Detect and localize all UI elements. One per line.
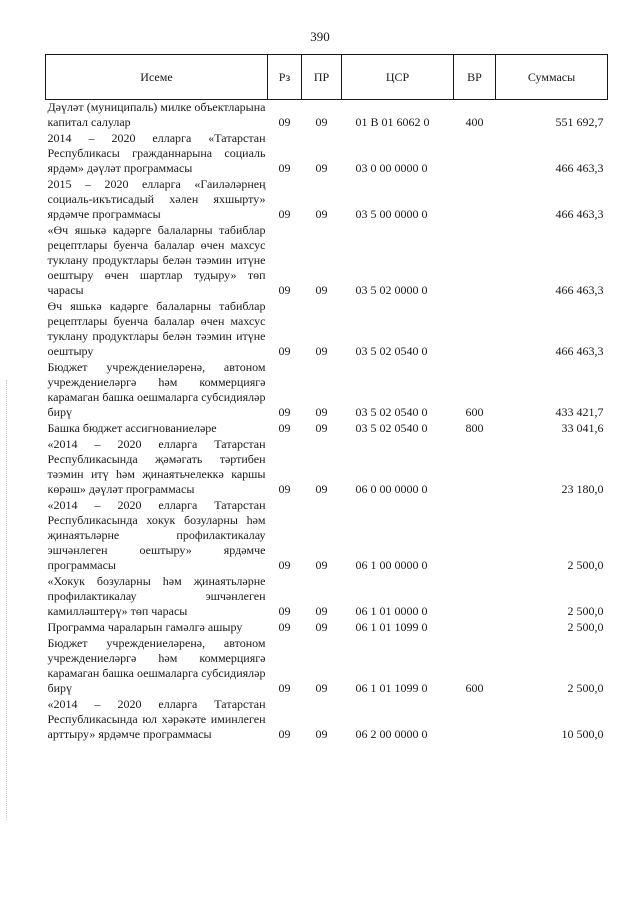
row-csr: 03 5 02 0540 0 (355, 405, 428, 419)
table-row (46, 574, 608, 620)
row-csr: 03 0 00 0000 0 (355, 161, 428, 175)
row-pr: 09 (315, 115, 328, 129)
row-sum: 10 500,0 (561, 727, 604, 741)
row-name: Өч яшькә кадәрге балаларны табиблар рецептлары буенча балалар өчен махсус туклану продуктлары белән тәэмин итүне оештыру (47, 299, 266, 358)
row-name: «Өч яшькә кадәрге балаларны табиблар рецептлары буенча балалар өчен махсус туклану продуктлары белән тәэмин итүне оештыру өчен шартлар тудыру» төп чарасы (47, 223, 266, 297)
table-row (46, 100, 608, 132)
row-rz: 09 (278, 620, 291, 634)
column-header-vr: ВР (454, 55, 496, 100)
row-csr: 06 1 01 0000 0 (355, 604, 428, 618)
row-pr: 09 (315, 482, 328, 496)
row-csr: 06 1 01 1099 0 (355, 620, 428, 634)
row-rz: 09 (278, 115, 291, 129)
row-rz: 09 (278, 405, 291, 419)
table-row (46, 697, 608, 743)
table-row (46, 498, 608, 574)
row-csr: 03 5 02 0540 0 (355, 421, 428, 435)
row-csr: 06 2 00 0000 0 (355, 727, 428, 741)
row-rz: 09 (278, 681, 291, 695)
row-name: «2014 – 2020 елларга Татарстан Республикасында хокук бозуларны һәм җинаятьләрне профилактикалау эшчәнлеген оештыру» ярдәмче программасы (47, 498, 266, 572)
table-row (46, 177, 608, 223)
row-pr: 09 (315, 681, 328, 695)
row-pr: 09 (315, 620, 328, 634)
column-header-pr: ПР (302, 55, 342, 100)
table-row (46, 437, 608, 498)
row-rz: 09 (278, 421, 291, 435)
row-vr: 600 (465, 405, 484, 419)
row-csr: 03 5 00 0000 0 (355, 207, 428, 221)
row-vr (454, 697, 496, 743)
row-vr: 400 (465, 115, 484, 129)
row-sum: 433 421,7 (555, 405, 604, 419)
row-csr: 01 В 01 6062 0 (355, 115, 430, 129)
row-name: «2014 – 2020 елларга Татарстан Республикасында юл хәрәкәте иминлеген арттыру» ярдәмче программасы (47, 697, 266, 741)
table-header-row (46, 55, 608, 100)
row-vr (454, 131, 496, 177)
table-row (46, 421, 608, 437)
row-pr: 09 (315, 558, 328, 572)
table-row (46, 636, 608, 697)
row-rz: 09 (278, 558, 291, 572)
row-pr: 09 (315, 421, 328, 435)
row-rz: 09 (278, 207, 291, 221)
row-pr: 09 (315, 604, 328, 618)
row-rz: 09 (278, 727, 291, 741)
row-name: 2014 – 2020 елларга «Татарстан Республикасы гражданнарына социаль ярдәм» дәүләт программасы (47, 131, 266, 175)
table-row (46, 360, 608, 421)
scan-margin-marks (6, 380, 9, 820)
row-vr (454, 620, 496, 636)
row-name: Программа чараларын гамәлгә ашыру (47, 620, 243, 634)
row-name: Бюджет учреждениеләренә, автоном учреждениеләргә һәм коммерциягә карамаган башка оешмаларга субсидияләр бирү (47, 636, 266, 695)
row-sum: 466 463,3 (555, 161, 604, 175)
row-rz: 09 (278, 283, 291, 297)
row-vr (454, 574, 496, 620)
row-sum: 2 500,0 (567, 620, 604, 634)
row-rz: 09 (278, 344, 291, 358)
row-csr: 03 5 02 0540 0 (355, 344, 428, 358)
row-vr: 600 (465, 681, 484, 695)
row-vr (454, 299, 496, 360)
row-sum: 466 463,3 (555, 283, 604, 297)
row-rz: 09 (278, 161, 291, 175)
row-pr: 09 (315, 283, 328, 297)
row-sum: 2 500,0 (567, 604, 604, 618)
row-name: 2015 – 2020 елларга «Гаиләләрнең социаль-икътисадый хәлен яхшырту» ярдәмче программасы (47, 177, 266, 221)
row-name: «Хокук бозуларны һәм җинаятьләрне профилактикалау эшчәнлеген камилләштерү» төп чарасы (47, 574, 266, 618)
table-row (46, 620, 608, 636)
budget-table (45, 54, 608, 743)
page-number: 390 (310, 29, 330, 44)
row-pr: 09 (315, 405, 328, 419)
column-header-sum: Суммасы (496, 55, 608, 100)
column-header-rz: Рз (268, 55, 302, 100)
row-sum: 2 500,0 (567, 558, 604, 572)
row-sum: 466 463,3 (555, 207, 604, 221)
table-row (46, 299, 608, 360)
row-rz: 09 (278, 482, 291, 496)
row-name: «2014 – 2020 елларга Татарстан Республикасында җәмәгать тәртибен тәэмин итү һәм җинаятьчелеккә каршы көрәш» дәүләт программасы (47, 437, 266, 496)
row-csr: 06 1 00 0000 0 (355, 558, 428, 572)
row-pr: 09 (315, 344, 328, 358)
row-pr: 09 (315, 161, 328, 175)
table-row (46, 223, 608, 299)
row-csr: 03 5 02 0000 0 (355, 283, 428, 297)
row-name: Дәүләт (муниципаль) милке объектларына капитал салулар (47, 100, 266, 129)
row-vr (454, 177, 496, 223)
row-pr: 09 (315, 727, 328, 741)
row-pr: 09 (315, 207, 328, 221)
row-rz: 09 (278, 604, 291, 618)
row-csr: 06 1 01 1099 0 (355, 681, 428, 695)
row-sum: 23 180,0 (561, 482, 604, 496)
row-vr (454, 498, 496, 574)
row-name: Бюджет учреждениеләренә, автоном учреждениеләргә һәм коммерциягә карамаган башка оешмаларга субсидияләр бирү (47, 360, 266, 419)
row-csr: 06 0 00 0000 0 (355, 482, 428, 496)
row-vr (454, 437, 496, 498)
column-header-name: Исеме (46, 55, 268, 100)
row-sum: 2 500,0 (567, 681, 604, 695)
row-sum: 466 463,3 (555, 344, 604, 358)
row-name: Башка бюджет ассигнованиеләре (47, 421, 217, 435)
column-header-csr: ЦСР (342, 55, 454, 100)
row-sum: 33 041,6 (561, 421, 604, 435)
table-row (46, 131, 608, 177)
row-vr: 800 (465, 421, 484, 435)
row-sum: 551 692,7 (555, 115, 604, 129)
row-vr (454, 223, 496, 299)
